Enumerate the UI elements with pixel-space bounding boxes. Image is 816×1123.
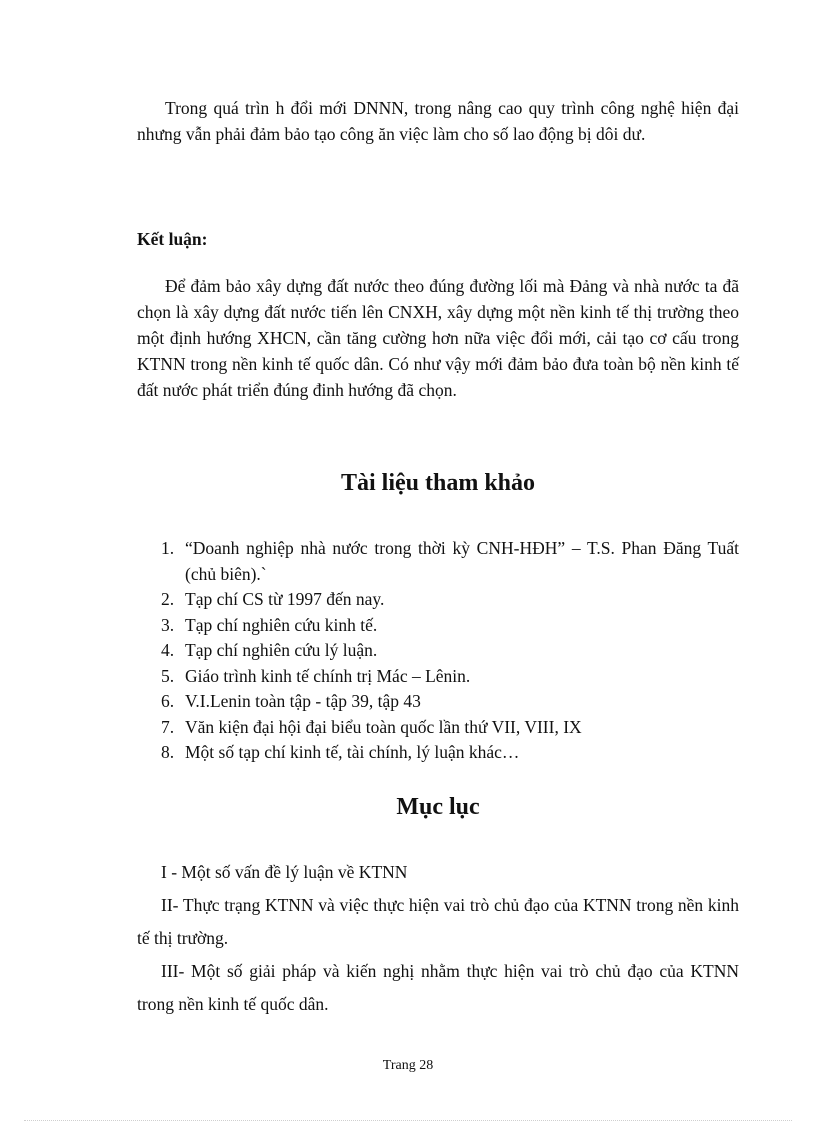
reference-number: 3. <box>161 614 175 635</box>
toc-item: I - Một số vấn đề lý luận về KTNN <box>161 862 408 882</box>
references-list <box>137 536 739 766</box>
reference-text: Văn kiện đại hội đại biểu toàn quốc lần thứ VII, VIII, IX <box>185 716 582 737</box>
reference-text: Giáo trình kinh tế chính trị Mác – Lênin. <box>185 665 471 686</box>
reference-text: Một số tạp chí kinh tế, tài chính, lý luận khác… <box>185 742 520 762</box>
reference-item <box>137 664 739 690</box>
reference-number: 8. <box>161 742 175 762</box>
toc-item: III- Một số giải pháp và kiến nghị nhằm thực hiện vai trò chủ đạo của KTNN trong nền kinh tế quốc dân. <box>137 961 739 1014</box>
table-of-contents <box>137 856 739 1021</box>
reference-number: 1. <box>161 538 175 558</box>
conclusion-paragraph: Để đảm bảo xây dựng đất nước theo đúng đường lối mà Đảng và nhà nước ta đã chọn là xây dựng đất nước tiến lên CNXH, xây dựng một nền kinh tế thị trường theo một định hướng XHCN, cần tăng cường hơn nữa việc đổi mới, cải tạo cơ cấu trong KTNN trong nền kinh tế quốc dân. Có như vậy mới đảm bảo đưa toàn bộ nền kinh tế đất nước phát triển đúng đinh hướng đã chọn. <box>137 276 739 400</box>
reference-number: 2. <box>161 589 175 609</box>
reference-item <box>137 689 739 715</box>
page-number-footer: Trang 28 <box>382 1058 434 1073</box>
page-bottom-divider <box>24 1120 792 1121</box>
reference-item <box>137 536 739 587</box>
reference-number: 4. <box>161 640 175 660</box>
reference-item <box>137 740 739 766</box>
reference-number: 6. <box>161 691 175 711</box>
intro-paragraph: Trong quá trìn h đổi mới DNNN, trong nâng cao quy trình công nghệ hiện đại nhưng vẫn phải đảm bảo tạo công ăn việc làm cho số lao động bị dôi dư. <box>137 98 739 144</box>
reference-item <box>137 613 739 639</box>
reference-text: Tạp chí nghiên cứu lý luận. <box>185 640 378 660</box>
reference-number: 5. <box>161 665 175 686</box>
references-title: Tài liệu tham khảo <box>340 470 536 496</box>
toc-item: II- Thực trạng KTNN và việc thực hiện vai trò chủ đạo của KTNN trong nền kinh tế thị trường. <box>137 895 739 948</box>
toc-title: Mục lục <box>396 794 480 820</box>
reference-item <box>137 587 739 613</box>
reference-text: Tạp chí nghiên cứu kinh tế. <box>185 614 378 635</box>
reference-text: Tạp chí CS từ 1997 đến nay. <box>185 589 385 609</box>
reference-text: V.I.Lenin toàn tập - tập 39, tập 43 <box>185 691 421 711</box>
reference-number: 7. <box>161 716 175 737</box>
conclusion-heading: Kết luận: <box>137 229 208 249</box>
reference-item <box>137 715 739 741</box>
reference-item <box>137 638 739 664</box>
reference-text: “Doanh nghiệp nhà nước trong thời kỳ CNH-HĐH” – T.S. Phan Đăng Tuất (chủ biên).` <box>185 538 739 584</box>
